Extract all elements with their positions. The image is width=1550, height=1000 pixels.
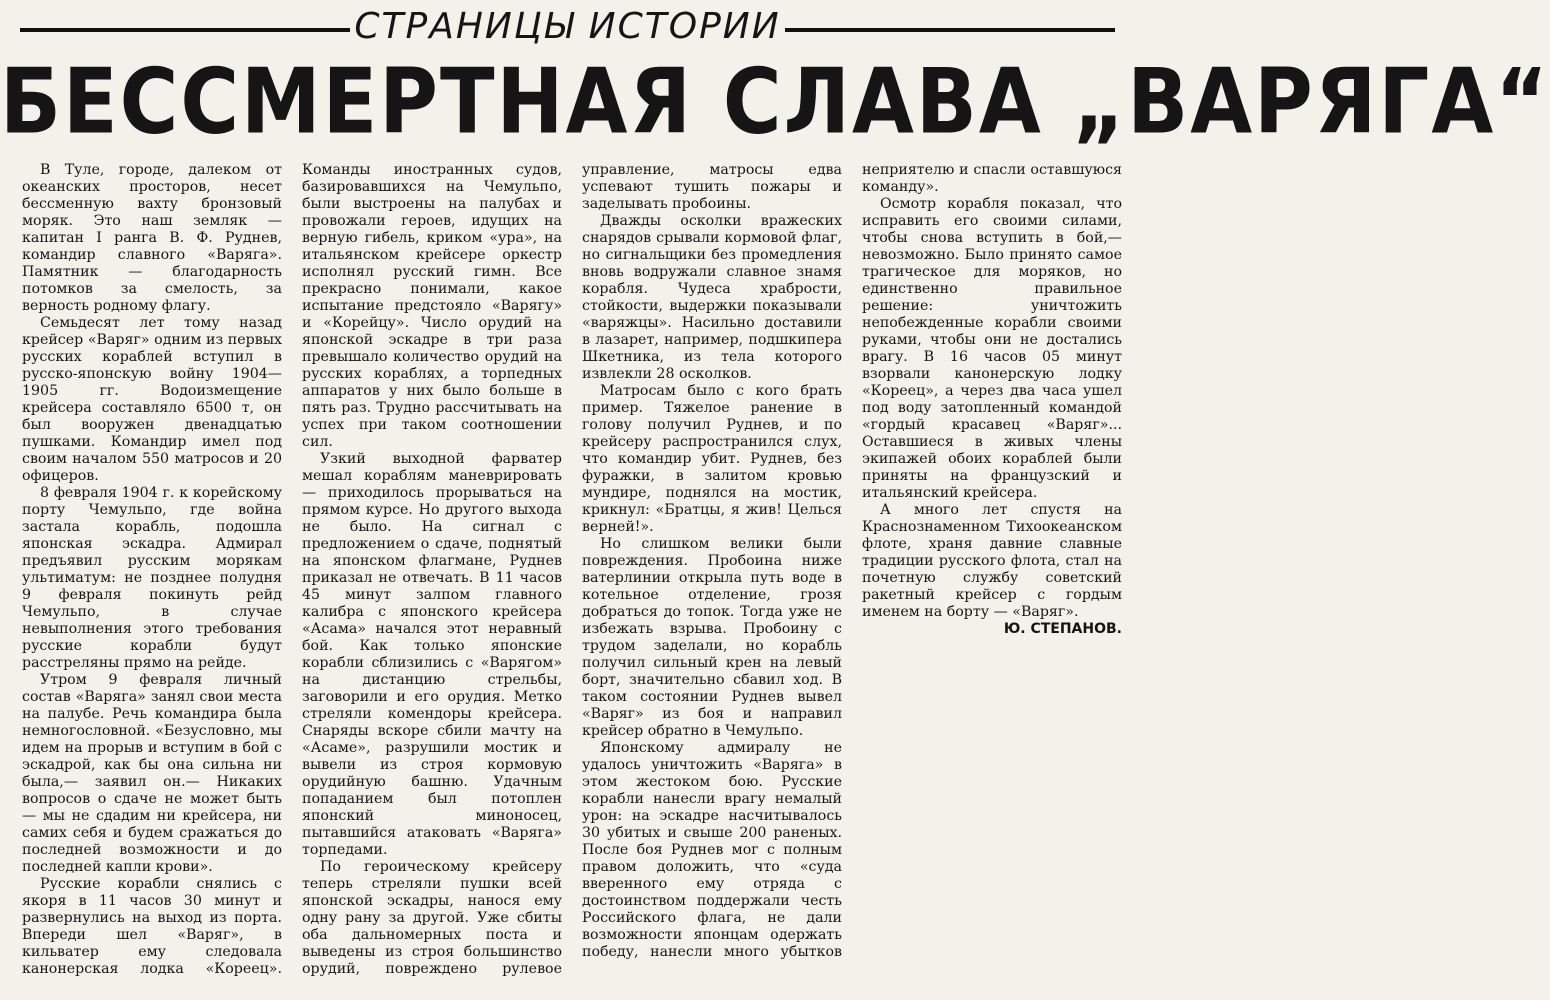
article-paragraph: Дважды осколки вражеских снарядов срывали кормовой флаг, но сигнальщики без промедления вновь водружали славное знамя корабля. Чудеса храбрости, стойкости, выдержки показывали «варяжцы». Насильно доставили в лазарет, например, подшкипера Шкетника, из тела которого извлекли 28 осколков. — [582, 213, 842, 382]
article-paragraph: Но слишком велики были повреждения. Пробоина ниже ватерлинии открыла путь воде в котельное отделение, грозя добраться до топок. Тогда уже не избежать взрыва. Пробоину с трудом заделали, но корабль получил сильный крен на левый борт, значительно сбавил ход. В таком состоянии Руднев вывел «Варяг» из боя и направил крейсер обратно в Чемульпо. — [582, 536, 842, 739]
article-paragraph: Русские корабли снялись с якоря в 11 часов 30 минут и развернулись на выход из порта. Впереди шел «Варяг», в кильватер ему следовала канонерская лодка «Кореец». Команды иностранных судов, базировавшихся на Чемульпо, были выстроены на палубах и провожали героев, идущих на верную гибель, криком «ура», на итальянском крейсере оркестр исполнял русский гимн. Все прекрасно понимали, какое испытание предстояло «Варягу» и «Корейцу». Число орудий на японской эскадре в три раза превышало количество орудий на русских кораблях, а торпедных аппаратов у них было больше в пять раз. Трудно рассчитывать на успех при таком соотношении сил. — [22, 162, 562, 977]
rubric-title: СТРАНИЦЫ ИСТОРИИ — [354, 6, 781, 47]
author-signature: Ю. СТЕПАНОВ. — [1003, 621, 1122, 637]
article-headline: БЕССМЕРТНАЯ СЛАВА „ВАРЯГА“ — [0, 49, 1550, 154]
article-paragraph: Японскому адмиралу не удалось уничтожить «Варяга» в этом жестоком бою. Русские корабли нанесли врагу немалый урон: на эскадре насчитывалось 30 убитых и свыше 200 раненых. После боя Руднев мог с полным правом доложить, что «суда вверенного ему отряда с достоинством поддержали честь Российского флага, не дали возможности японцам одержать победу, нанесли много убытков неприятелю и спасли оставшуюся команду». — [582, 162, 1122, 960]
article-paragraph: Семьдесят лет тому назад крейсер «Варяг» одним из первых русских кораблей вступил в русско-японскую войну 1904—1905 гг. Водоизмещение крейсера составляло 6500 т, он был вооружен двенадцатью пушками. Командир имел под своим началом 550 матросов и 20 офицеров. — [22, 315, 282, 484]
rubric-header — [0, 4, 1135, 50]
article-body — [22, 162, 1122, 992]
article-paragraph: А много лет спустя на Краснознаменном Тихоокеанском флоте, храня давние славные традиции русского флота, стал на почетную службу советский ракетный крейсер с гордым именем на борту — «Варяг». — [862, 502, 1122, 620]
article-paragraph: В Туле, городе, далеком от океанских просторов, несет бессменную вахту бронзовый моряк. Это наш земляк — капитан I ранга В. Ф. Руднев, командир славного «Варяга». Памятник — благодарность потомков за смелость, за верность родному флагу. — [22, 162, 282, 314]
article-paragraph: Матросам было с кого брать пример. Тяжелое ранение в голову получил Руднев, и по крейсеру распространился слух, что командир убит. Руднев, без фуражки, в залитом кровью мундире, поднялся на мостик, крикнул: «Братцы, я жив! Целься верней!». — [582, 383, 842, 535]
article-paragraph: Узкий выходной фарватер мешал кораблям маневрировать — приходилось прорываться на прямом курсе. Но другого выхода не было. На сигнал с предложением о сдаче, поднятый на японском флагмане, Руднев приказал не отвечать. В 11 часов 45 минут залпом главного калибра с японского крейсера «Асама» начался этот неравный бой. Как только японские корабли сблизились с «Варягом» на дистанцию стрельбы, заговорили и его орудия. Метко стреляли комендоры крейсера. Снаряды вскоре сбили мачту на «Асаме», разрушили мостик и вывели из строя кормовую орудийную башню. Удачным попаданием был потоплен японский миноносец, пытавшийся атаковать «Варяга» торпедами. — [302, 451, 562, 858]
article-paragraph: По героическому крейсеру теперь стреляли пушки всей японской эскадры, нанося ему одну рану за другой. Уже сбиты оба дальномерных поста и выведены из строя большинство орудий, повреждено рулевое управление, матросы едва успевают тушить пожары и заделывать пробоины. — [302, 162, 842, 977]
article-paragraph: Утром 9 февраля личный состав «Варяга» занял свои места на палубе. Речь командира была немногословной. «Безусловно, мы идем на прорыв и вступим в бой с эскадрой, как бы она сильна ни была,— заявил он.— Никаких вопросов о сдаче не может быть — мы не сдадим ни крейсера, ни самих себя и будем сражаться до последней возможности и до последней капли крови». — [22, 672, 282, 875]
article-paragraph: Осмотр корабля показал, что исправить его своими силами, чтобы снова вступить в бой,—невозможно. Было принято самое трагическое для моряков, но единственно правильное решение: уничтожить непобежденные корабли своими руками, чтобы они не достались врагу. В 16 часов 05 минут взорвали канонерскую лодку «Кореец», а через два часа ушел под воду затопленный командой «гордый красавец «Варяг»... Оставшиеся в живых члены экипажей обоих кораблей были приняты на французский и итальянский крейсера. — [862, 196, 1122, 501]
article-paragraph: 8 февраля 1904 г. к корейскому порту Чемульпо, где война застала корабль, подошла японская эскадра. Адмирал предъявил русским морякам ультиматум: не позднее полудня 9 февраля покинуть рейд Чемульпо, в случае невыполнения этого требования русские корабли будут расстреляны прямо на рейде. — [22, 485, 282, 671]
